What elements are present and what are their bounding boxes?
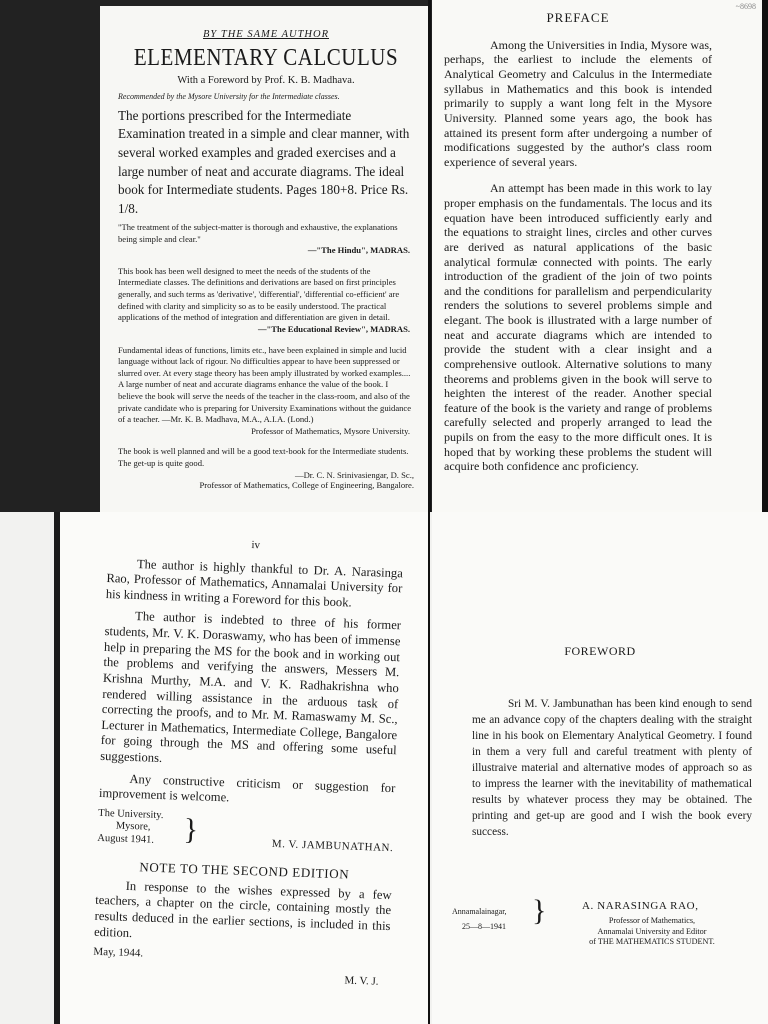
ack-paragraph: Any constructive criticism or suggestion for improvement is welcome. [98,771,396,805]
foreword-heading: FOREWORD [564,644,636,658]
signature-place [97,808,188,849]
foreword-paragraph: Sri M. V. Jambunathan has been kind enough to send me an advance copy of the chapters dealing with the straight line in his book on Elementary Analytical Geometry. I found in them a very full and careful treatment with plenty of illustraive material and alternative modes of approach so as to impress the learner with the inevitability of mathematical results by whatever process they may be obtained. The printing and get-up are good and I wish the book every success. [472,698,752,839]
second-edition-date: May, 1944. [93,946,144,960]
place-name: Annamalainagar, [452,907,507,916]
review-source-hindu: —"The Hindu", MADRAS. [307,245,410,256]
author-signature: M. V. JAMBUNATHAN. [271,837,394,854]
author-initials: M. V. J. [344,974,379,988]
preface-paragraph: Among the Universities in India, Mysore was, perhaps, the earliest to include the elements of Analytical Geometry and Calculus in the Intermediate syllabus in Mathematics and this book is intended primarily to supply a want long felt in the Mysore University. Planned some years ago, the book has attained its present form after undergoing a number of modifications suggested by the author's class room experience of several years. [444,37,712,169]
by-author-heading: BY THE SAME AUTHOR [202,29,329,40]
review-quote-educational: This book has been well designed to meet the needs of the students of the Intermediate classes. The definitions and derivations are based on first principles generally, and such terms as 'derivative', 'differential', 'differential co-efficient' are defined with clarity and simplicity so as to be easily understood. The practical applications of the method of integration and differentiation are given in detail. [118,265,400,323]
place-line: August 1941. [97,832,155,846]
spine-line [428,512,430,1024]
foreword-body [472,696,752,840]
page-foreword [432,512,768,1024]
place-line: The University. [98,807,164,821]
foreword-place [452,904,507,934]
place-line: Mysore, [115,820,151,834]
page-advertisement [100,6,428,512]
review-source-srinivasiengar [118,470,414,491]
review-quote-madhava: Fundamental ideas of functions, limits etc., have been explained in simple and lucid language without lack of rigour. No difficulties appear to have been suppressed or slurred over. At every stage theory has been amply illustrated by worked examples.... A large number of neat and accurate diagrams enhance the value of the book. I believe the book will serve the needs of the teacher in the class-room, and also of the private candidate who is preparing for University Examinations without the guidance of a teacher. —Mr. K. B. Madhava, M.A., A.I.A. (Lond.) [118,344,412,425]
preface-paragraph: An attempt has been made in this work to lay proper emphasis on the fundamentals. The locus and its equation have been introduced sufficiently early and the equations to straight lines, circles and other curves are derived as natural applications of the basic analytical formulæ connected with points. The early introduction of the gradient of the join of two points and the conditions for parallelism and perpendicularity renders the solutions to severel problems simple and elegant. The book is illustrated with a large number of neat and accurate diagrams which are intended to provide the student with a clear insight and a comprehensive outlook. Alternative solutions to many theorems and problems given in the book will serve to heighten the interest of the reader. Another special feature of the book is the variety and range of problems carefully selected and properly arranged to lead the pupils on from the easy to the more difficult ones. It is hoped that by working these problems the student will acquire both confidence anc proficiency. [444,181,712,474]
preface-heading: PREFACE [546,10,610,25]
review-quote-srinivasiengar: The book is well planned and will be a good text-book for the Intermediate students. The get-up is quite good. [118,446,409,469]
signer-description [552,916,752,948]
brace-glyph: } [183,812,199,847]
corner-mark: ~8698 [735,2,756,11]
signer-title: of THE MATHEMATICS STUDENT. [589,937,715,947]
advertisement-block [118,28,414,503]
signer-title: Professor of Mathematics, [608,916,696,925]
recommendation: Recommended by the Mysore University for the Intermediate classes. [118,91,340,101]
signer-title: Annamalai University and Editor [597,926,707,936]
foreword-credit: With a Foreword by Prof. K. B. Madhava. [177,75,355,87]
book-title: ELEMENTARY CALCULUS [133,43,399,71]
page-preface [432,0,762,512]
page-edge [762,0,768,512]
acknowledgements-block [92,534,403,990]
second-edition-heading: NOTE TO THE SECOND EDITION [139,859,350,882]
brace-glyph: } [532,894,547,927]
preface-block [444,10,712,486]
spine-line [428,0,431,512]
review-source-educational: —"The Educational Review", MADRAS. [257,323,410,334]
book-description: The portions prescribed for the Intermediate Examination treated in a simple and clear manner, with several worked examples and graded exercises and a large number of neat and accurate diagrams. The ideal book for Intermediate students. Pages 180+8. Price Rs. 1/8. [118,107,410,217]
ack-paragraph: The author is highly thankful to Dr. A. Narasinga Rao, Professor of Mathematics, Annamalai University for his kindness in writing a Foreword for this book. [105,556,404,610]
foreword-date: 25—8—1941 [462,922,506,932]
bottom-spread [0,512,768,1024]
page-acknowledgements [60,512,430,1024]
foreword-signer: A. NARASINGA RAO, [582,900,699,912]
reviewer-title: Professor of Mathematics, College of Engineering, Bangalore. [199,480,414,491]
review-quote-hindu: "The treatment of the subject-matter is thorough and exhaustive, the explanations being simple and clear." [118,221,398,244]
review-source-madhava: Professor of Mathematics, Mysore University. [251,425,410,436]
reviewer-name: —Dr. C. N. Srinivasiengar, D. Sc., [294,469,414,480]
ack-paragraph: The author is indebted to three of his former students, Mr. V. K. Doraswamy, who has been of immense help in preparing the MS for the book and in working out the problems and verifying the answers, Messers M. Krishna Murthy, M.A. and V. K. Radhakrishna who rendered willing assistance in the arduous task of correcting the proofs, and to Mr. M. Ramaswamy M. Sc., Lecturer in Mathematics, Intermediate College, Bangalore for going through the MS and offering some useful suggestions. [100,609,402,765]
second-edition-text: In response to the wishes expressed by a few teachers, a chapter on the circle, containing mostly the results deduced in the earlier sections, is included in this edition. [93,878,392,940]
signature-block [97,808,394,862]
page-number: iv [251,539,261,552]
